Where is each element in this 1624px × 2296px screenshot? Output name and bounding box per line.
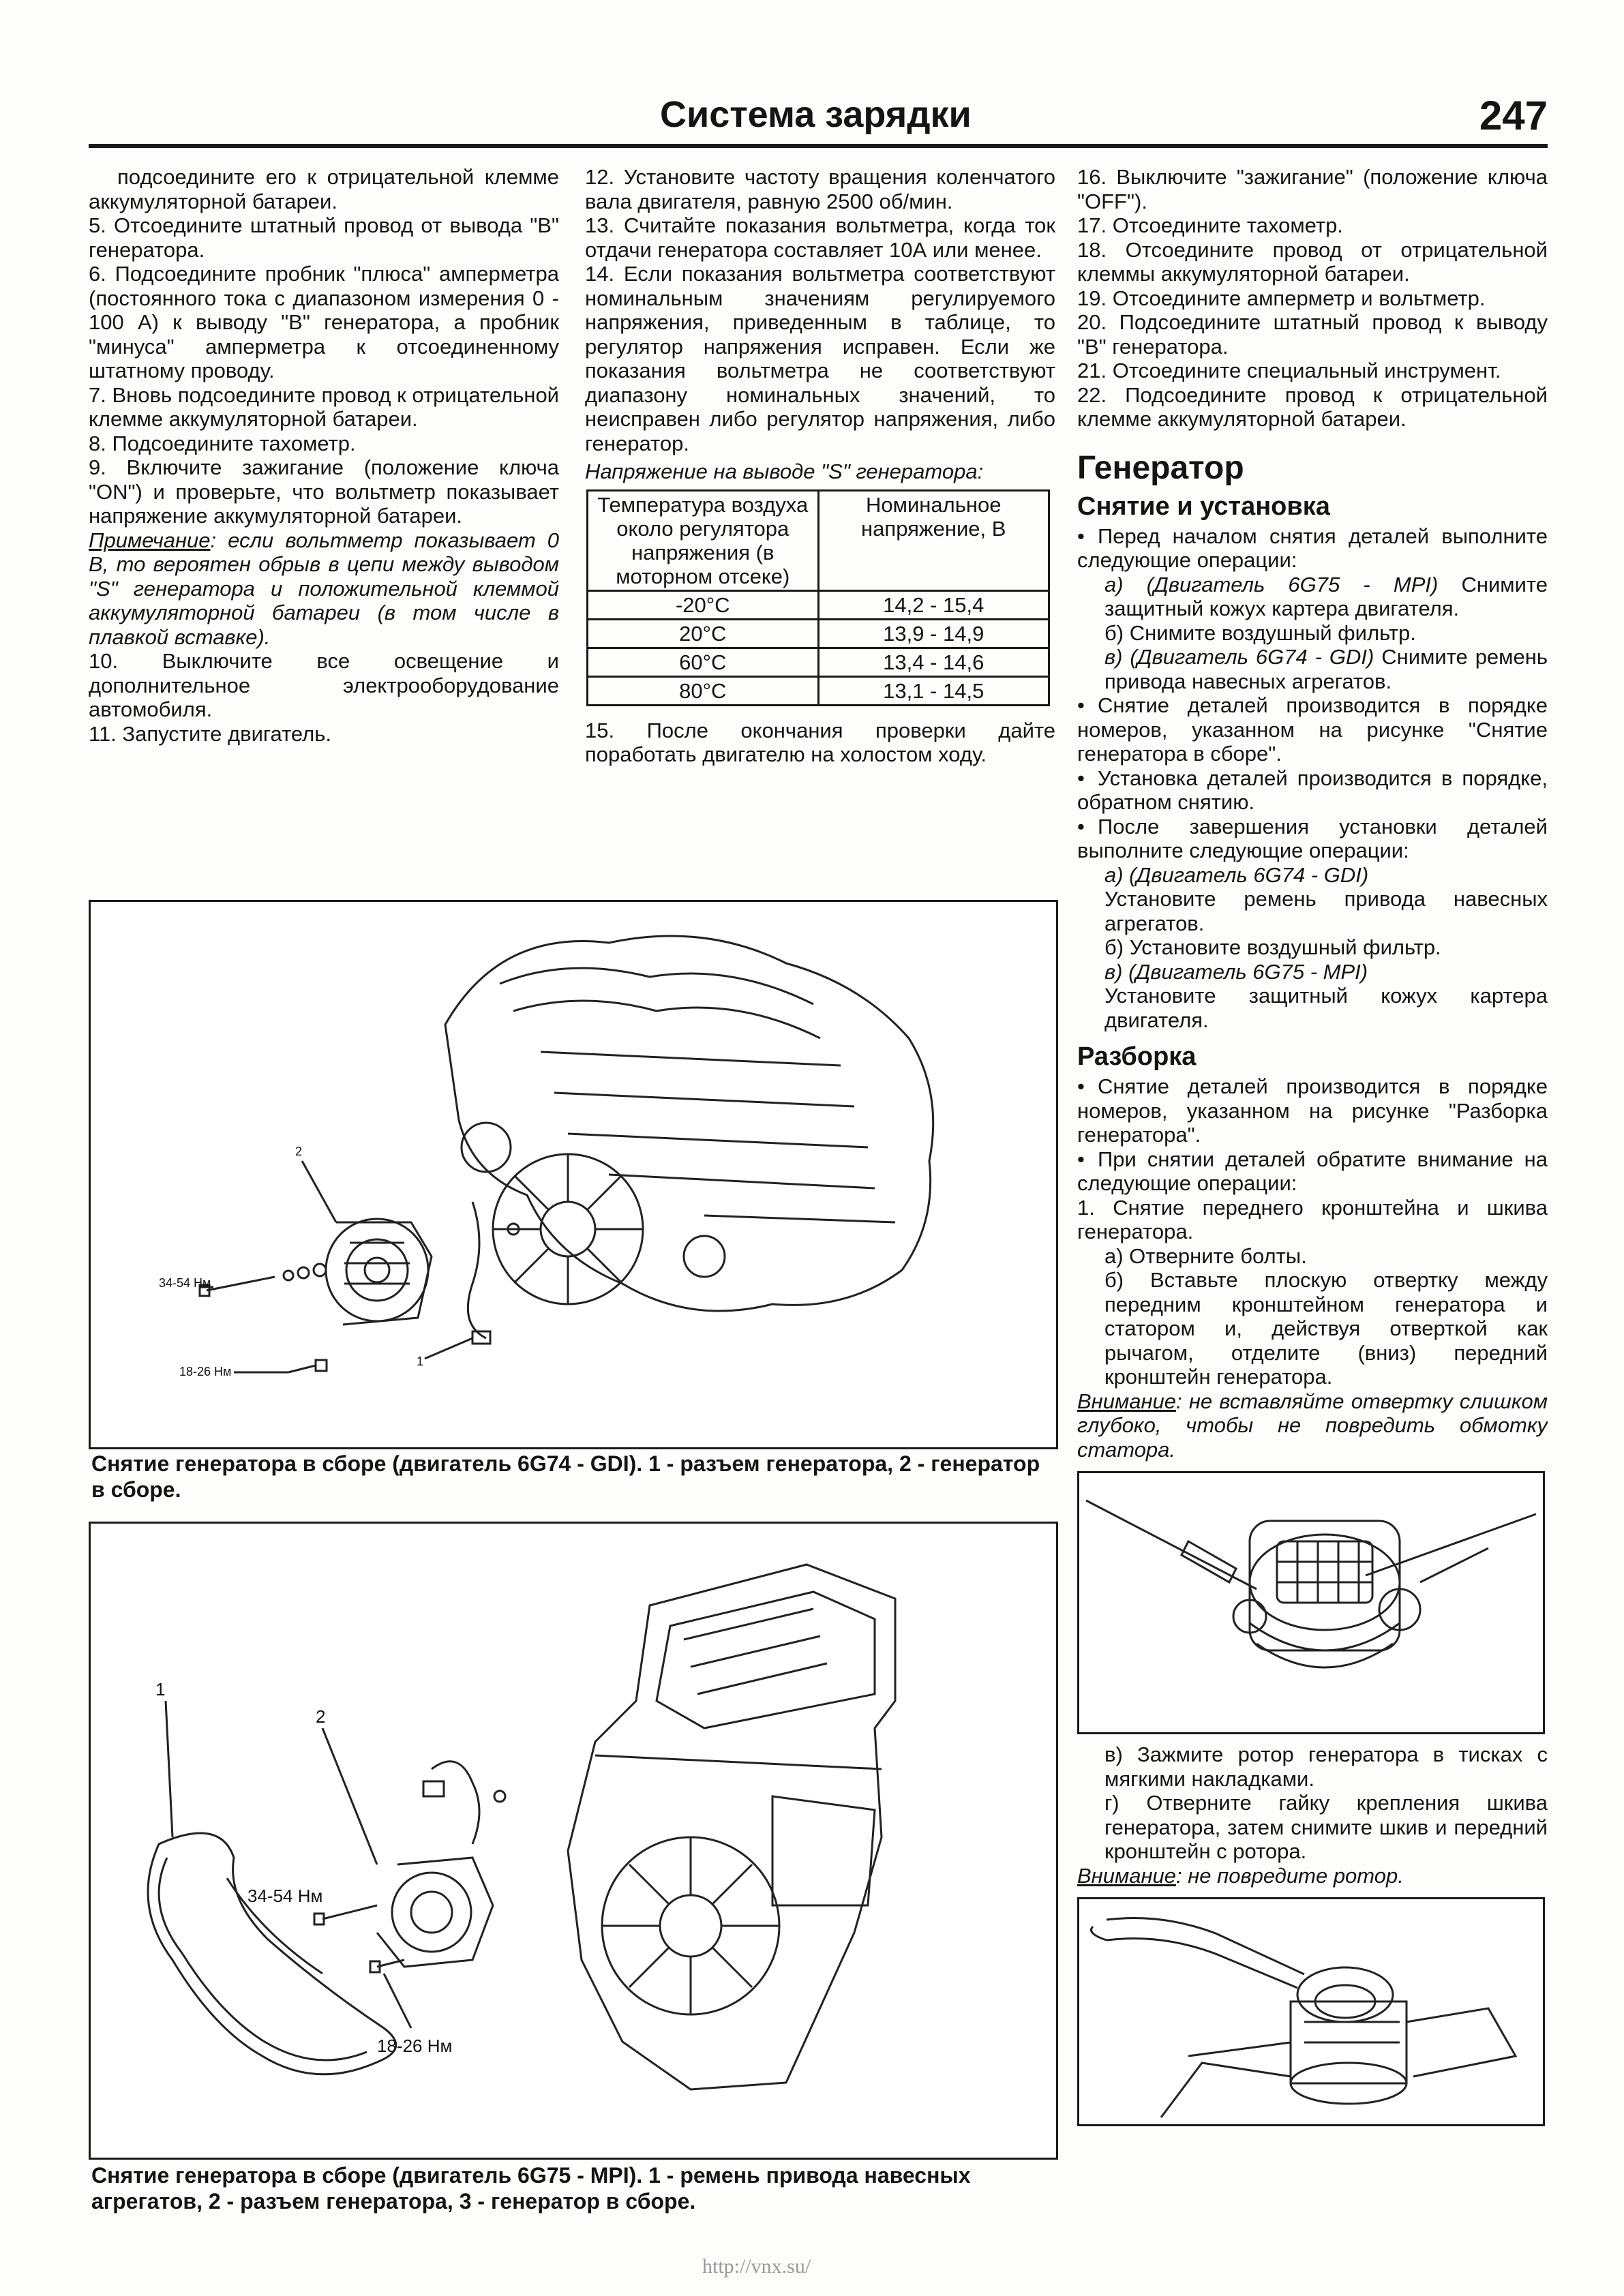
figure-2-drawing — [91, 1524, 1052, 2154]
sub-item: в) Зажмите ротор генератора в тисках с мягкими накладками. — [1104, 1742, 1548, 1791]
warning: Внимание: не повредите ротор. — [1077, 1863, 1404, 1888]
note-label: Примечание — [89, 528, 211, 552]
bullet-item: • Установка деталей производится в порядке, обратном снятию. — [1077, 766, 1548, 815]
table-cell: 14,2 - 15,4 — [818, 590, 1049, 619]
step-13: 13. Считайте показания вольтметра, когда ток отдачи генератора составляет 10А или менее. — [585, 213, 1055, 262]
figure-2-engine-6g75 — [89, 1522, 1058, 2160]
table-header-voltage: Номинальное напряжение, В — [818, 490, 1049, 590]
sub-item: б) Вставьте плоскую отвертку между передним кронштейном генератора и статором и, действуя отверткой как рычагом, отделите (вниз) передний кронштейн генератора. — [1104, 1268, 1548, 1389]
figure-1-torque-label-1: 34-54 Нм — [159, 1276, 211, 1290]
table-cell: 20°C — [588, 619, 819, 648]
table-row — [588, 676, 1049, 705]
step-20: 20. Подсоедините штатный провод к выводу "B" генератора. — [1077, 310, 1548, 359]
step-16: 16. Выключите "зажигание" (положение ключа "OFF"). — [1077, 165, 1548, 213]
note — [89, 528, 559, 650]
heading-disassembly: Разборка — [1077, 1042, 1197, 1071]
page-number: 247 — [1479, 93, 1548, 138]
table-header-row — [588, 490, 1049, 590]
table-cell: -20°C — [588, 590, 819, 619]
stator-separation-drawing — [1079, 1473, 1539, 1728]
sub-item: б) Снимите воздушный фильтр. — [1104, 620, 1416, 645]
step-12: 12. Установите частоту вращения коленчатого вала двигателя, равную 2500 об/мин. — [585, 165, 1055, 213]
step-9: 9. Включите зажигание (положение ключа "ON") и проверьте, что вольтметр показывает напряжение аккумуляторной батареи. — [89, 455, 559, 528]
figure-1-engine-6g74 — [89, 900, 1058, 1449]
table-cell: 13,1 - 14,5 — [818, 676, 1049, 705]
step-15: 15. После окончания проверки дайте поработать двигателю на холостом ходу. — [585, 718, 1055, 766]
sub-item: г) Отверните гайку крепления шкива генератора, затем снимите шкив и передний кронштейн с ротора. — [1104, 1791, 1548, 1863]
paragraph-continuation: подсоедините его к отрицательной клемме аккумуляторной батареи. — [89, 165, 559, 213]
sub-item: а) (Двигатель 6G75 - MPI) Снимите защитный кожух картера двигателя. — [1104, 572, 1548, 620]
sub-item: в) (Двигатель 6G74 - GDI) Снимите ремень привода навесных агрегатов. — [1104, 645, 1548, 693]
column-1 — [89, 165, 559, 894]
step-21: 21. Отсоедините специальный инструмент. — [1077, 359, 1501, 382]
voltage-table — [586, 489, 1050, 706]
table-row — [588, 590, 1049, 619]
sub-item: Установите защитный кожух картера двигателя. — [1104, 984, 1548, 1032]
step-17: 17. Отсоедините тахометр. — [1077, 213, 1343, 237]
numbered-item: 1. Снятие переднего кронштейна и шкива генератора. — [1077, 1195, 1548, 1243]
illustration-stator-separation — [1077, 1471, 1545, 1734]
table-row — [588, 619, 1049, 648]
step-6: 6. Подсоедините пробник "плюса" амперметра (постоянного тока с диапазоном измерения 0 - 100 А) к выводу "B" генератора, а пробник "минуса" амперметра к отсоединенному штатному проводу. — [89, 262, 559, 382]
table-cell: 13,9 - 14,9 — [818, 619, 1049, 648]
step-10: 10. Выключите все освещение и дополнительное электрооборудование автомобиля. — [89, 649, 559, 721]
step-19: 19. Отсоедините амперметр и вольтметр. — [1077, 286, 1486, 310]
table-header-temperature: Температура воздуха около регулятора напряжения (в моторном отсеке) — [588, 490, 819, 590]
heading-removal-installation: Снятие и установка — [1077, 492, 1330, 521]
column-3 — [1077, 165, 1548, 2224]
section-title: Система зарядки — [660, 94, 972, 135]
figure-2-callout-2: 2 — [316, 1706, 326, 1727]
sub-item: б) Установите воздушный фильтр. — [1104, 935, 1441, 959]
figure-2-caption: Снятие генератора в сборе (двигатель 6G75 - MPI). 1 - ремень привода навесных агрегатов, 2 - разъем генератора, 3 - генератор в сборе. — [91, 2163, 971, 2214]
step-5: 5. Отсоедините штатный провод от вывода "B" генератора. — [89, 213, 559, 262]
pulley-nut-drawing — [1079, 1899, 1539, 2120]
table-cell: 13,4 - 14,6 — [818, 648, 1049, 676]
column-2 — [585, 165, 1055, 894]
sub-item-label: в) (Двигатель 6G75 - MPI) — [1104, 959, 1368, 984]
step-11: 11. Запустите двигатель. — [89, 721, 332, 746]
table-cell: 60°C — [588, 648, 819, 676]
figure-1-callout-2: 2 — [295, 1145, 303, 1158]
figure-2-torque-label-2: 18-26 Нм — [377, 2036, 453, 2056]
step-18: 18. Отсоедините провод от отрицательной клеммы аккумуляторной батареи. — [1077, 237, 1548, 286]
figure-1-torque-label-2: 18-26 Нм — [179, 1365, 232, 1378]
bullet-item: • Снятие деталей производится в порядке номеров, указанном на рисунке "Снятие генератора в сборе". — [1077, 693, 1548, 766]
warning: Внимание: не вставляйте отвертку слишком глубоко, чтобы не повредить обмотку статора. — [1077, 1389, 1548, 1462]
page-header — [89, 92, 1548, 147]
sub-item-label: а) (Двигатель 6G74 - GDI) — [1104, 862, 1369, 887]
figure-2-callout-1: 1 — [155, 1679, 166, 1700]
heading-generator: Генератор — [1077, 449, 1244, 486]
table-title: Напряжение на выводе "S" генератора: — [585, 459, 984, 483]
note-text: : если вольтметр показывает 0 В, то вероятен обрыв в цепи между выводом "S" генератора и положительной клеммой аккумуляторной батареи (в том числе в плавкой вставке). — [89, 528, 559, 649]
footer-url[interactable]: http://vnx.su/ — [702, 2255, 811, 2278]
figure-1-drawing — [91, 902, 1052, 1443]
bullet-item: • После завершения установки деталей выполните следующие операции: — [1077, 815, 1548, 863]
figure-1-caption: Снятие генератора в сборе (двигатель 6G74 - GDI). 1 - разъем генератора, 2 - генератор в сборе. — [91, 1451, 1040, 1502]
table-cell: 80°C — [588, 676, 819, 705]
bullet-item: • Перед началом снятия деталей выполните следующие операции: — [1077, 524, 1548, 573]
step-14: 14. Если показания вольтметра соответствуют номинальным значениям регулируемого напряжения, приведенным в таблице, то регулятор напряжения исправен. Если же показания вольтметра не соответствуют диапазону номинальных значений, то неисправен либо регулятор напряжения, либо генератор. — [585, 262, 1055, 455]
sub-item: а) Отверните болты. — [1104, 1243, 1307, 1268]
sub-item: Установите ремень привода навесных агрегатов. — [1104, 887, 1548, 935]
step-7: 7. Вновь подсоедините провод к отрицательной клемме аккумуляторной батареи. — [89, 382, 559, 431]
figure-2-torque-label-1: 34-54 Нм — [247, 1886, 323, 1906]
figure-1-callout-1: 1 — [417, 1355, 424, 1368]
table-row — [588, 648, 1049, 676]
step-22: 22. Подсоедините провод к отрицательной клемме аккумуляторной батареи. — [1077, 382, 1548, 431]
header-rule — [89, 144, 1548, 148]
illustration-pulley-nut — [1077, 1897, 1545, 2126]
bullet-item: • Снятие деталей производится в порядке номеров, указанном на рисунке "Разборка генератора". — [1077, 1074, 1548, 1147]
bullet-item: • При снятии деталей обратите внимание на следующие операции: — [1077, 1147, 1548, 1196]
step-8: 8. Подсоедините тахометр. — [89, 431, 356, 455]
